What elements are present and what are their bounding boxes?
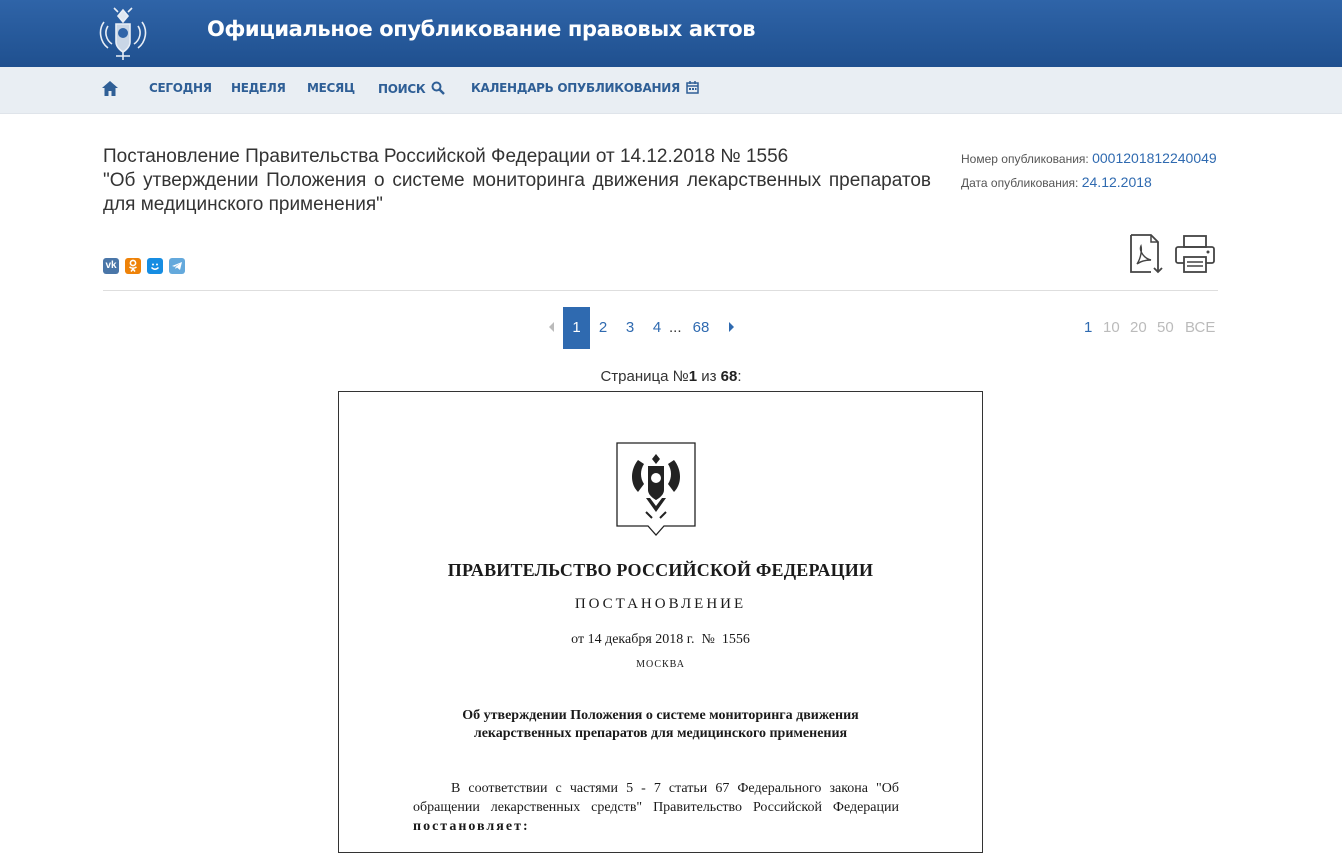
pager-page-2[interactable]: 2 [598,319,608,336]
nav-week[interactable] [231,81,286,95]
nav-today[interactable] [149,81,212,95]
scan-body-end: постановляет: [413,819,530,834]
pager-next-icon[interactable] [727,320,737,334]
scan-organization: ПРАВИТЕЛЬСТВО РОССИЙСКОЙ ФЕДЕРАЦИИ [447,560,874,580]
scan-body-text: В соответствии с частями 5 - 7 статьи 67 Федерального закона "Об обращении лекарственных средств" Правительство Российской Федерации [413,781,899,815]
nav-calendar[interactable] [471,81,699,95]
nav-today-label: СЕГОДНЯ [149,81,212,95]
pager-page-3[interactable]: 3 [625,319,635,336]
nav-search[interactable] [378,81,445,96]
scan-coat-of-arms-icon [616,442,696,536]
scan-document-type: ПОСТАНОВЛЕНИЕ [574,596,747,612]
scan-date-line: от 14 декабря 2018 г. № 1556 [571,632,750,647]
perpage-20[interactable]: 20 [1130,319,1147,336]
search-icon [431,81,445,95]
perpage-50[interactable]: 50 [1157,319,1174,336]
scan-city: МОСКВА [636,659,685,670]
page-caption-middle: из [697,368,721,385]
nav-month[interactable] [307,81,355,95]
site-title[interactable]: Официальное опубликование правовых актов [207,17,756,41]
perpage-1[interactable]: 1 [1084,319,1093,336]
nav-month-label: МЕСЯЦ [307,81,355,95]
nav-week-label: НЕДЕЛЯ [231,81,286,95]
page-caption-suffix: : [737,368,742,385]
pager-prev-icon[interactable] [546,320,556,334]
scan-body [413,779,899,836]
page-caption-prefix: Страница № [600,368,689,385]
page-caption-total: 68 [720,368,738,385]
document-title-line2: "Об утверждении Положения о системе мониторинга движения лекарственных препаратов для медицинского применения" [103,170,931,215]
document-page-scan [338,391,983,853]
pager-ellipsis: ... [669,319,682,336]
publication-number-label: Номер опубликования: [961,152,1089,166]
scan-heading-line2: лекарственных препаратов для медицинского применения [473,726,848,741]
home-icon[interactable] [101,80,119,97]
pager-page-last[interactable]: 68 [692,319,710,336]
page-caption [0,368,1342,385]
print-icon[interactable] [1175,235,1215,273]
publication-date-label: Дата опубликования: [961,176,1079,190]
section-divider [103,290,1218,291]
scan-heading-line1: Об утверждении Положения о системе мониторинга движения [462,708,859,723]
page-caption-current: 1 [688,368,698,385]
perpage-all[interactable]: ВСЕ [1185,319,1216,336]
pager-page-1[interactable]: 1 [563,307,590,349]
pager-page-4[interactable]: 4 [652,319,662,336]
publication-date [961,174,1152,190]
nav-calendar-label: КАЛЕНДАРЬ ОПУБЛИКОВАНИЯ [471,81,680,95]
pdf-download-icon[interactable] [1129,234,1165,274]
share-mm-icon[interactable] [147,258,163,274]
document-title-line1: Постановление Правительства Российской Федерации от 14.12.2018 № 1556 [103,146,789,167]
site-header [0,0,1342,67]
share-telegram-icon[interactable] [169,258,185,274]
coat-of-arms-icon[interactable] [94,2,152,62]
publication-number-value[interactable]: 0001201812240049 [1092,150,1217,166]
perpage-10[interactable]: 10 [1103,319,1120,336]
calendar-icon [686,81,699,94]
nav-search-label: ПОИСК [378,82,426,96]
publication-date-value[interactable]: 24.12.2018 [1081,174,1152,190]
publication-number [961,150,1217,166]
document-title [103,145,931,217]
share-vk-icon[interactable]: vk [103,258,119,274]
share-ok-icon[interactable] [125,258,141,274]
